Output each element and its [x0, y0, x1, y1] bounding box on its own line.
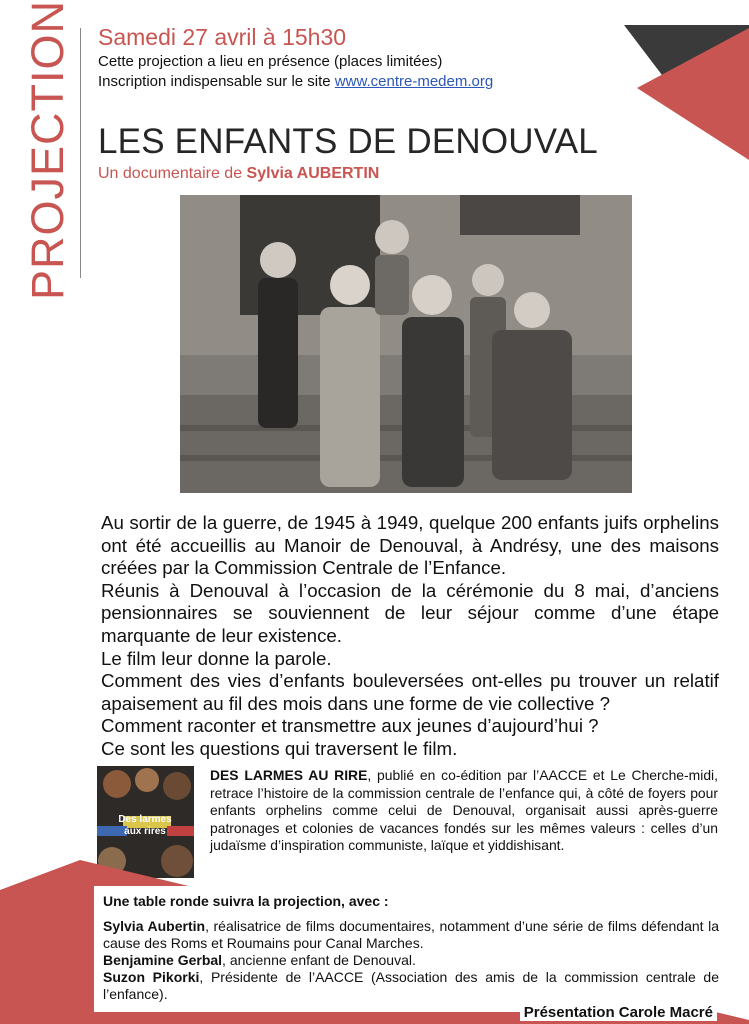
book-title: DES LARMES AU RIRE: [210, 767, 368, 783]
event-date: Samedi 27 avril à 15h30: [98, 24, 347, 50]
corner-decoration: [609, 0, 749, 165]
film-photo: [180, 195, 632, 493]
section-label: [20, 0, 80, 301]
section-label-text: PROJECTION: [22, 0, 73, 301]
description-paragraph: Comment des vies d’enfants bouleversées ont-elles pu trouver un relatif apaisement au fil des mois dans une forme de vie collective ?: [101, 670, 719, 714]
svg-text:Des larmes: Des larmes: [118, 814, 172, 825]
guest-item: [103, 952, 719, 969]
guest-role: , ancienne enfant de Denouval.: [222, 952, 416, 968]
registration-link[interactable]: www.centre-medem.org: [334, 73, 494, 90]
presence-note: Cette projection a lieu en présence (places limitées): [98, 53, 443, 70]
divider-line: [80, 28, 81, 278]
guest-role: , réalisatrice de films documentaires, notamment d’une série de films défendant la cause des Roms et Roumains pour Canal Marches.: [103, 918, 719, 951]
film-subtitle: [98, 165, 379, 183]
guest-name: Suzon Pikorki: [103, 969, 200, 985]
film-title: LES ENFANTS DE DENOUVAL: [98, 122, 598, 161]
description-paragraph: Le film leur donne la parole.: [101, 647, 332, 669]
guest-list: [103, 918, 719, 1003]
description-paragraph: Au sortir de la guerre, de 1945 à 1949, quelque 200 enfants juifs orphelins ont été accueillis au Manoir de Denouval, à Andrésy, une des maisons créées par la Commission Centrale de l’Enfance.: [101, 512, 719, 579]
film-description: [101, 512, 719, 761]
description-paragraph: Comment raconter et transmettre aux jeunes d’aujourd’hui ?: [101, 715, 599, 737]
registration-prefix: Inscription indispensable sur le site: [98, 73, 331, 90]
guest-role: , Présidente de l’AACCE (Association des amis de la commission centrale de l’enfance).: [103, 969, 719, 1002]
film-director: Sylvia AUBERTIN: [246, 165, 380, 182]
book-text: , publié en co-édition par l’AACCE et Le Cherche-midi, retrace l’histoire de la commission centrale de l’enfance qui, à côté de foyers pour enfants orphelins comme celui de Denouval, organisait aussi après-guerre patronages et colonies de vacances fondés sur les mêmes valeurs : celles d’un judaïsme d’inspiration communiste, laïque et yiddishisant.: [210, 767, 718, 854]
guest-item: [103, 918, 719, 952]
svg-text:aux rires: aux rires: [124, 826, 166, 837]
children-photo: [180, 195, 632, 493]
book-description: [210, 767, 718, 855]
description-paragraph: Réunis à Denouval à l’occasion de la cérémonie du 8 mai, d’anciens pensionnaires se souviennent de leur séjour comme d’une étape marquante de leur existence.: [101, 579, 719, 646]
round-table-title: Une table ronde suivra la projection, avec :: [103, 893, 389, 909]
guest-item: [103, 969, 719, 1003]
film-subtitle-prefix: Un documentaire de: [98, 165, 243, 182]
description-paragraph: Ce sont les questions qui traversent le film.: [101, 737, 458, 759]
guest-name: Sylvia Aubertin: [103, 918, 206, 934]
guest-name: Benjamine Gerbal: [103, 952, 223, 968]
registration-note: [98, 73, 493, 90]
presenter-credit: Présentation Carole Macré: [520, 1004, 717, 1021]
